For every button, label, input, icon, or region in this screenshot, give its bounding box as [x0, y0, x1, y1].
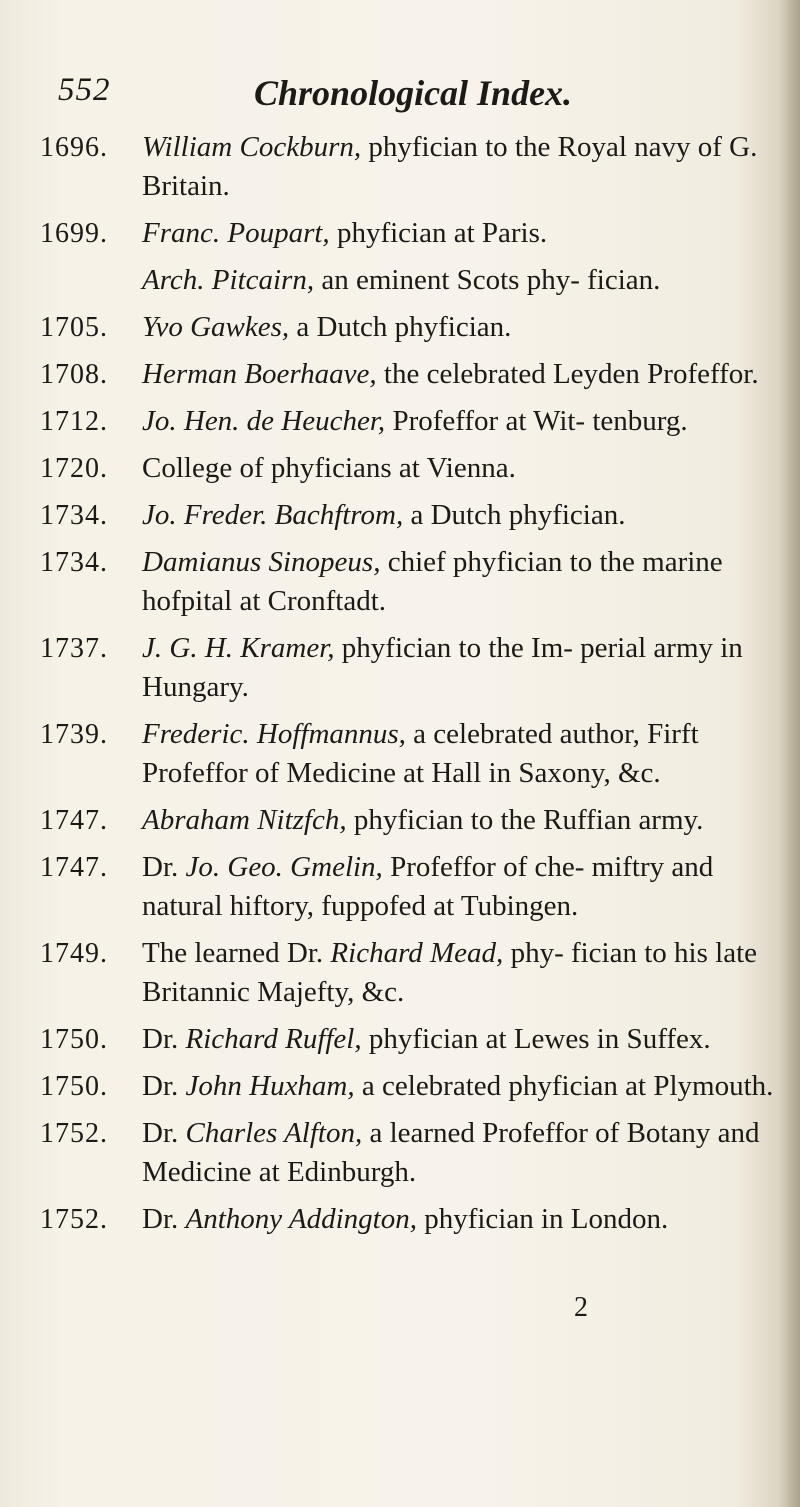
entry-year: 1750. — [40, 1024, 108, 1055]
index-entry — [40, 1114, 780, 1192]
entry-text: phy- fician to his late Britannic Majefty, &c. — [142, 937, 757, 1008]
index-entry — [40, 355, 780, 394]
index-entry — [40, 848, 780, 926]
entry-name: Richard Ruffel, — [185, 1023, 362, 1055]
entry-prefix: The learned Dr. — [142, 937, 331, 969]
entry-text: phyfician at Paris. — [329, 217, 548, 249]
entry-text: the celebrated Leyden Profeffor. — [376, 358, 759, 390]
page-header — [58, 72, 618, 122]
page-number: 552 — [58, 72, 111, 108]
entry-year: 1737. — [40, 633, 108, 664]
index-entry — [40, 128, 780, 206]
entry-year: 1705. — [40, 312, 108, 343]
index-entry — [40, 1020, 780, 1059]
index-entry — [40, 1200, 780, 1239]
page-edge-shadow — [778, 0, 800, 1507]
signature-mark: 2 — [574, 1292, 588, 1323]
entry-text: phyfician to the Im- perial army in Hungary. — [142, 632, 743, 703]
entry-text: phyfician to the Ruffian army. — [346, 804, 704, 836]
index-entries — [40, 128, 780, 1247]
entry-year: 1747. — [40, 852, 108, 883]
entry-name: Damianus Sinopeus, — [142, 546, 381, 578]
entry-year: 1752. — [40, 1118, 108, 1149]
entry-text: a celebrated author, Firft Profeffor of Medicine at Hall in Saxony, &c. — [142, 718, 699, 789]
entry-name: Richard Mead, — [330, 937, 504, 969]
entry-name: Charles Alfton, — [185, 1117, 363, 1149]
index-entry — [40, 934, 780, 1012]
entry-prefix: Dr. — [142, 1023, 186, 1055]
entry-name: Abraham Nitzfch, — [142, 804, 347, 836]
entry-year: 1708. — [40, 359, 108, 390]
entry-prefix: Dr. — [142, 1203, 186, 1235]
entry-text: phyfician to the Royal navy of G. Britain. — [142, 131, 758, 202]
entry-name: William Cockburn, — [142, 131, 362, 163]
entry-text: a learned Profeffor of Botany and Medicine at Edinburgh. — [142, 1117, 760, 1188]
entry-name: John Huxham, — [185, 1070, 355, 1102]
entry-name: Arch. Pitcairn, — [142, 264, 315, 296]
index-entry — [40, 449, 780, 488]
entry-prefix: Dr. — [142, 1070, 186, 1102]
entry-text: a Dutch phyfician. — [289, 311, 512, 343]
index-entry — [40, 1067, 780, 1106]
running-title: Chronological Index. — [254, 73, 573, 113]
entry-text: phyfician at Lewes in Suffex. — [361, 1023, 711, 1055]
entry-name: Jo. Hen. de Heucher, — [142, 405, 386, 437]
entry-year: 1712. — [40, 406, 108, 437]
entry-name: Frederic. Hoffmannus, — [142, 718, 406, 750]
entry-year: 1750. — [40, 1071, 108, 1102]
entry-text: Profeffor of che- miftry and natural hiftory, fuppofed at Tubingen. — [142, 851, 714, 922]
index-entry — [40, 402, 780, 441]
index-entry — [40, 214, 780, 253]
index-entry — [40, 543, 780, 621]
entry-text: a celebrated phyfician at Plymouth. — [354, 1070, 774, 1102]
index-entry — [40, 629, 780, 707]
entry-year: 1696. — [40, 132, 108, 163]
index-entry — [40, 308, 780, 347]
entry-name: Herman Boerhaave, — [142, 358, 377, 390]
entry-prefix: Dr. — [142, 851, 186, 883]
entry-year: 1720. — [40, 453, 108, 484]
entry-year: 1739. — [40, 719, 108, 750]
entry-name: Anthony Addington, — [185, 1203, 417, 1235]
entry-name: Yvo Gawkes, — [142, 311, 290, 343]
entry-text: College of phyficians at Vienna. — [142, 452, 516, 484]
entry-prefix: Dr. — [142, 1117, 186, 1149]
entry-year: 1734. — [40, 500, 108, 531]
entry-year: 1734. — [40, 547, 108, 578]
index-entry — [40, 261, 780, 300]
entry-year: 1749. — [40, 938, 108, 969]
index-entry — [40, 715, 780, 793]
entry-name: Jo. Geo. Gmelin, — [185, 851, 383, 883]
entry-year: 1747. — [40, 805, 108, 836]
entry-text: Profeffor at Wit- tenburg. — [385, 405, 688, 437]
index-entry — [40, 496, 780, 535]
entry-text: an eminent Scots phy- fician. — [314, 264, 661, 296]
entry-text: phyfician in London. — [416, 1203, 669, 1235]
entry-text: chief phyfician to the marine hofpital at Cronftadt. — [142, 546, 723, 617]
index-entry — [40, 801, 780, 840]
entry-year: 1699. — [40, 218, 108, 249]
entry-name: Jo. Freder. Bachftrom, — [142, 499, 404, 531]
entry-text: a Dutch phyfician. — [403, 499, 626, 531]
entry-year: 1752. — [40, 1204, 108, 1235]
entry-name: Franc. Poupart, — [142, 217, 330, 249]
entry-name: J. G. H. Kramer, — [142, 632, 335, 664]
